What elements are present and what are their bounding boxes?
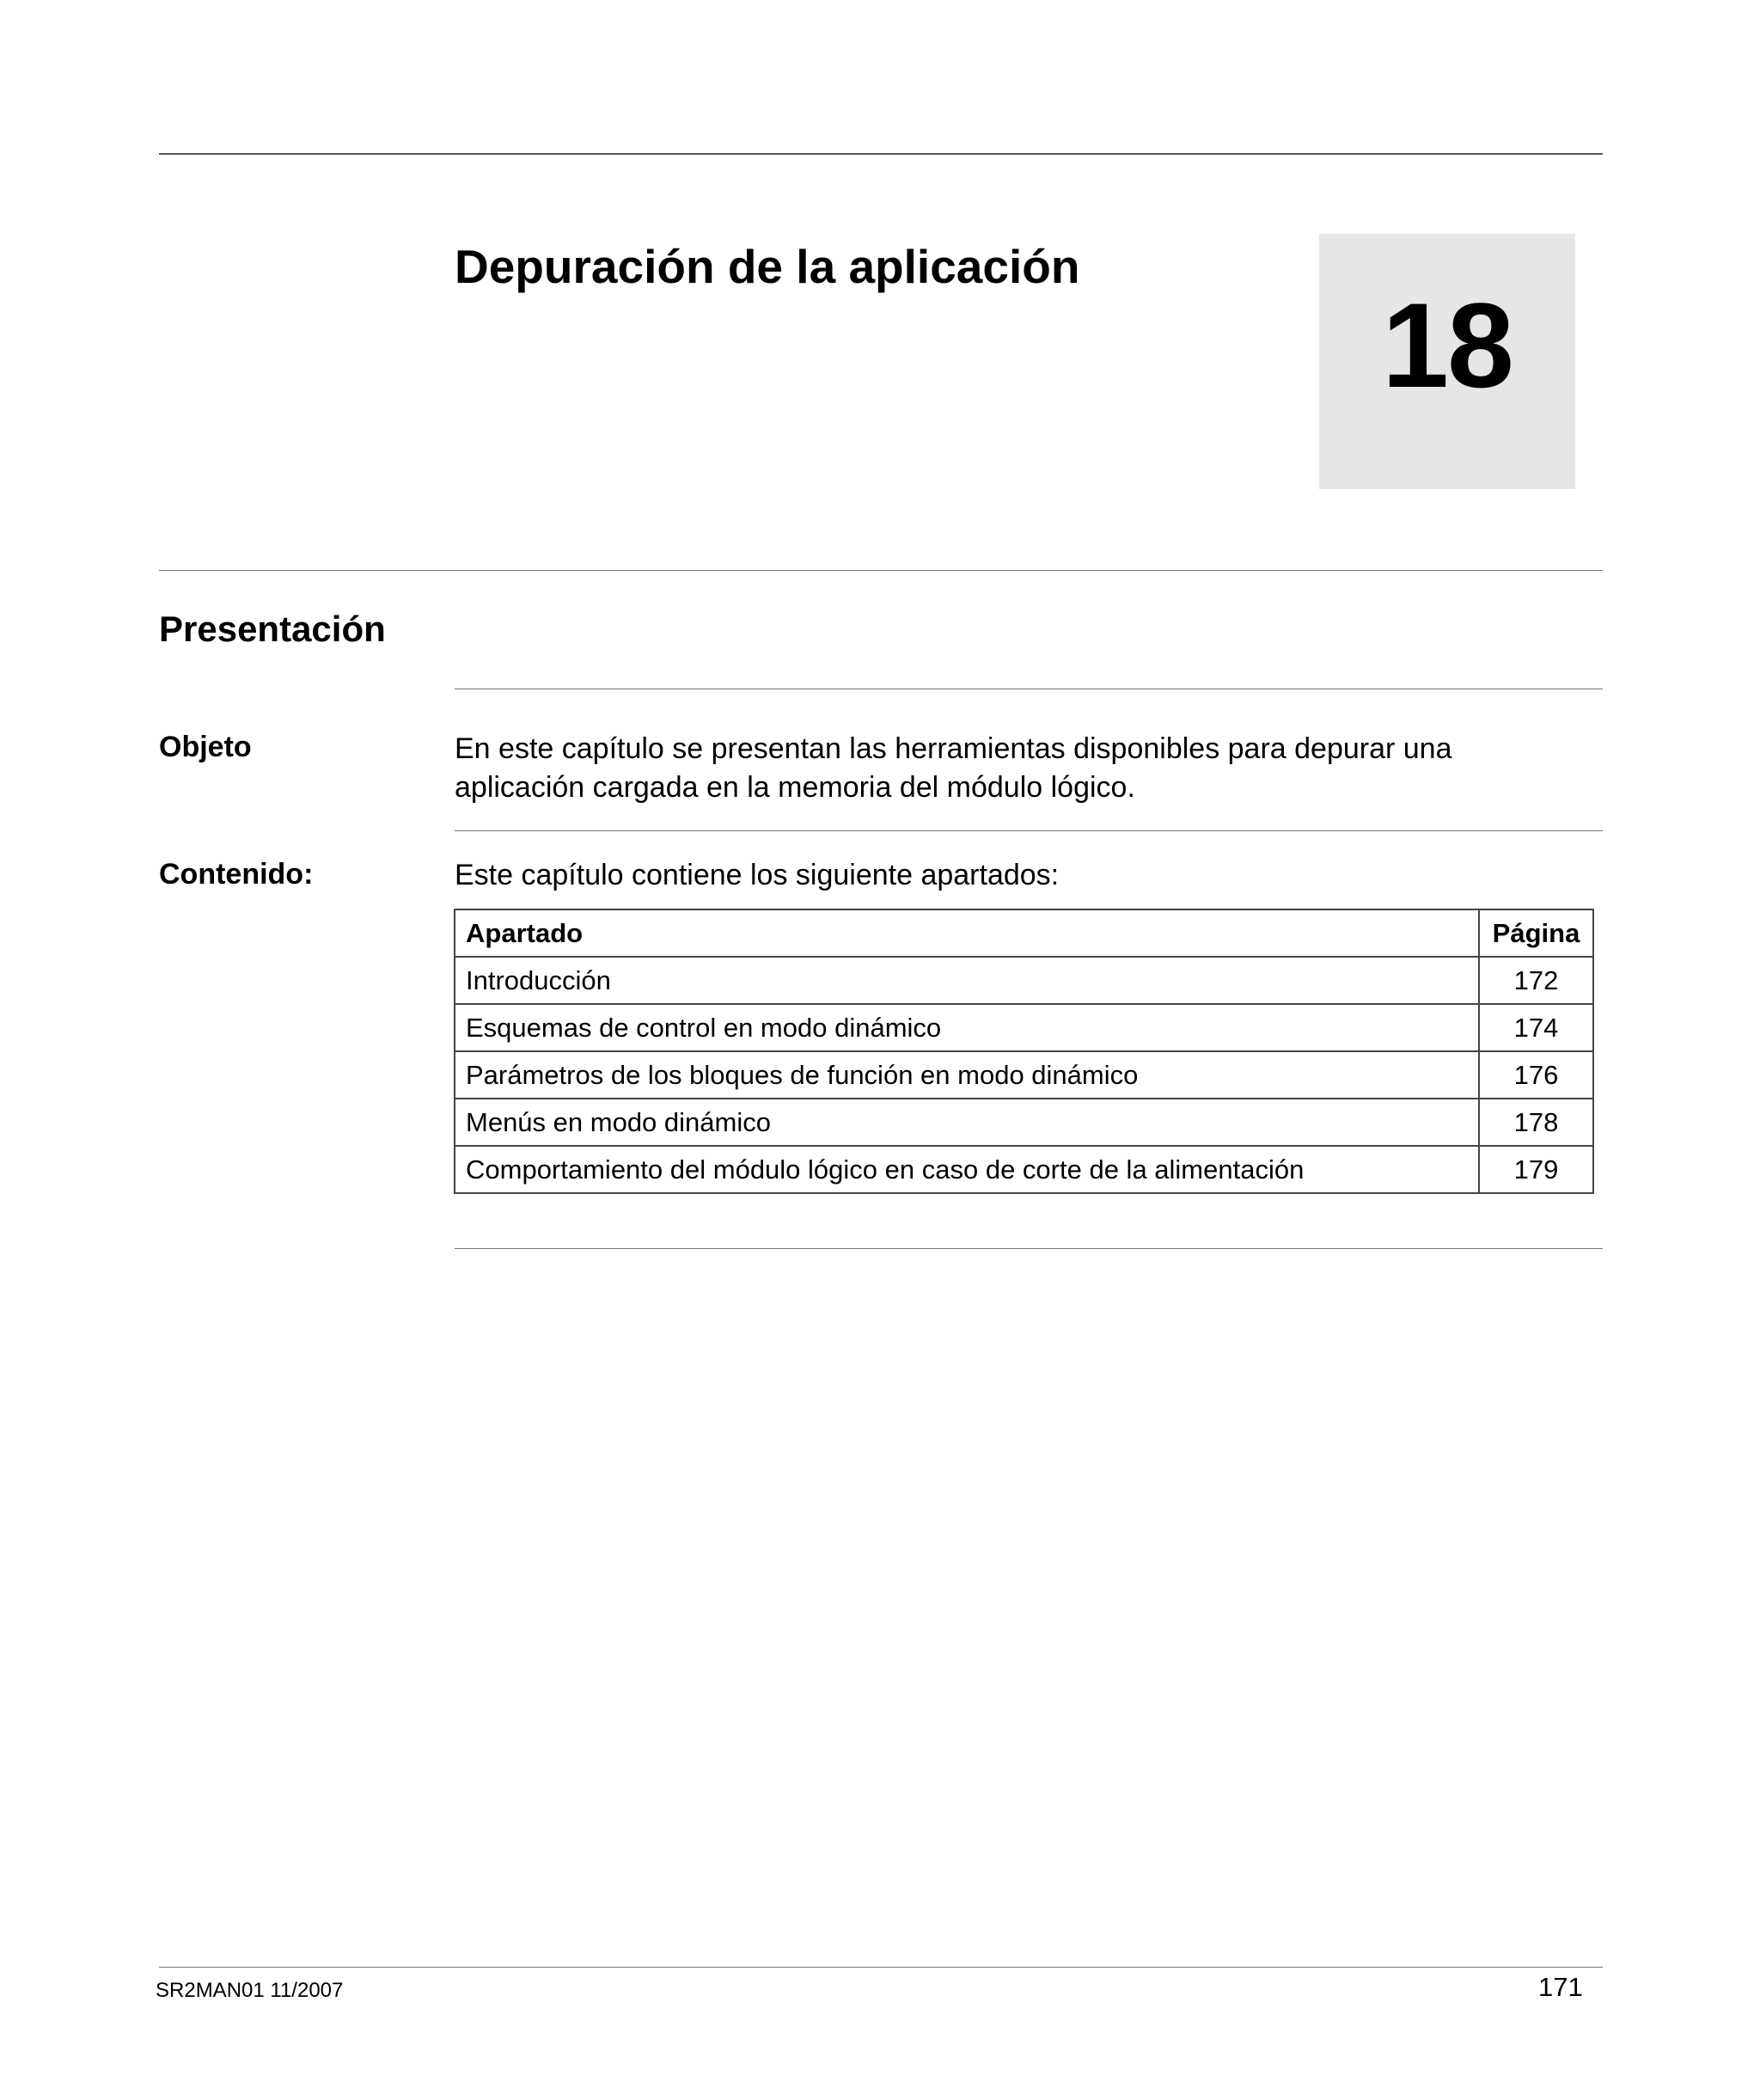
row-page: 172: [1479, 957, 1593, 1004]
footer-page-number: 171: [1538, 1972, 1583, 2002]
chapter-number: 18: [1382, 278, 1512, 413]
row-page: 174: [1479, 1004, 1593, 1051]
row-title: Esquemas de control en modo dinámico: [455, 1004, 1479, 1051]
table-end-rule: [455, 1248, 1603, 1249]
chapter-title: Depuración de la aplicación: [455, 240, 1080, 293]
row-page: 176: [1479, 1051, 1593, 1099]
footer-doc-ref: SR2MAN01 11/2007: [156, 1979, 344, 2002]
header-rule: [159, 153, 1603, 155]
table-row: [455, 1004, 1593, 1051]
chapter-number-box: [1319, 234, 1575, 489]
table-row: [455, 1099, 1593, 1146]
objeto-label: Objeto: [159, 731, 252, 763]
row-title: Comportamiento del módulo lógico en caso de corte de la alimentación: [455, 1146, 1479, 1193]
contenido-intro: Este capítulo contiene los siguiente apartados:: [455, 859, 1060, 891]
contents-table: [454, 909, 1594, 1194]
objeto-text: [455, 730, 1452, 807]
table-row: [455, 1051, 1593, 1099]
row-title: Menús en modo dinámico: [455, 1099, 1479, 1146]
section-rule: [159, 570, 1603, 571]
header-apartado: Apartado: [455, 909, 1479, 957]
objeto-line-1: En este capítulo se presentan las herramientas disponibles para depurar una: [455, 732, 1452, 765]
footer-rule: [159, 1967, 1603, 1968]
section-title: Presentación: [159, 609, 386, 649]
table-row: [455, 1146, 1593, 1193]
table-row: [455, 957, 1593, 1004]
row-page: 179: [1479, 1146, 1593, 1193]
contenido-rule: [455, 830, 1603, 831]
row-title: Parámetros de los bloques de función en modo dinámico: [455, 1051, 1479, 1099]
row-title: Introducción: [455, 957, 1479, 1004]
row-page: 178: [1479, 1099, 1593, 1146]
contenido-label: Contenido:: [159, 858, 314, 891]
objeto-line-2: aplicación cargada en la memoria del módulo lógico.: [455, 771, 1135, 804]
table-header-row: [455, 909, 1593, 957]
header-pagina: Página: [1479, 909, 1593, 957]
